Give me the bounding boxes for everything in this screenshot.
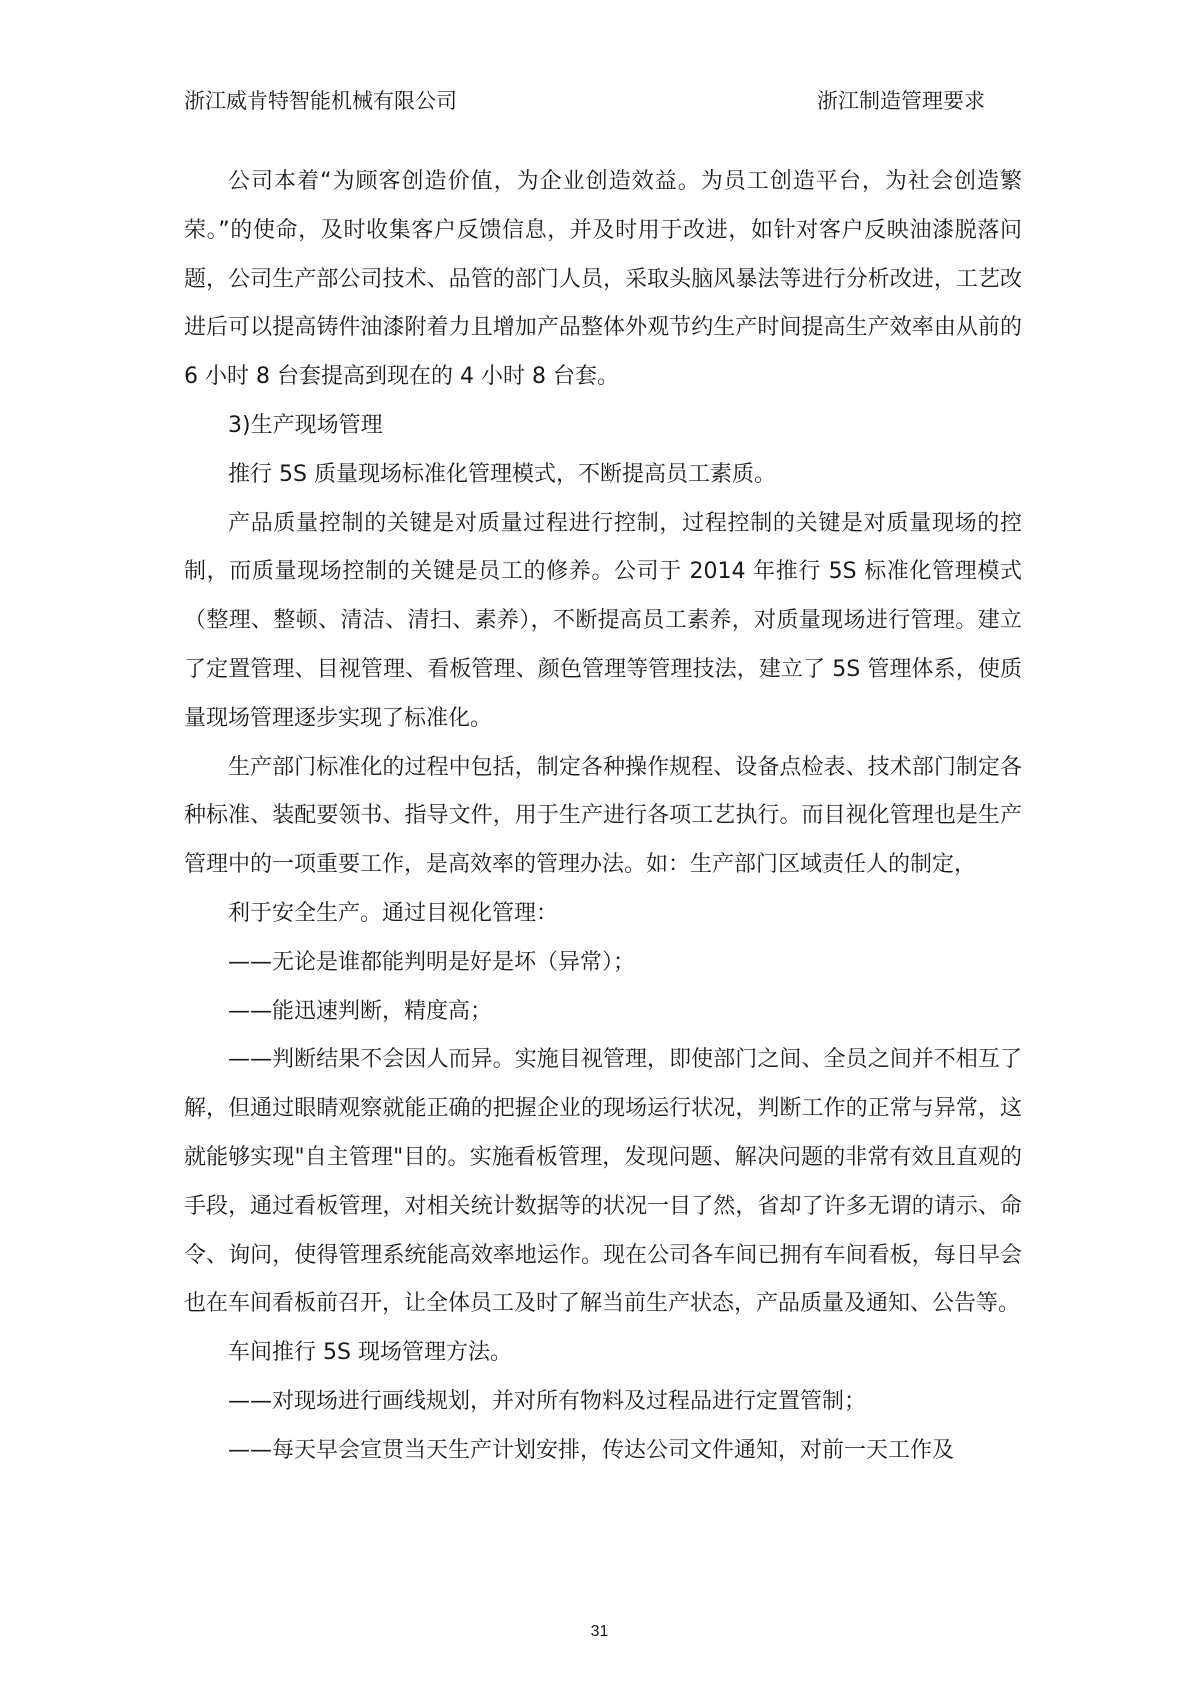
list-item-fast-judgment: ——能迅速判断，精度高； <box>228 998 493 1024</box>
document-title: 浙江制造管理要求 <box>817 89 985 113</box>
paragraph-quality-control: 产品质量控制的关键是对质量过程进行控制，过程控制的关键是对质量现场的控制，而质量现场控制的关键是员工的修养。公司于 2014 年推行 5S 标准化管理模式（整理、整顿、清洁、清扫、素养），不断提高员工素养，对质量现场进行管理。建立了定置管理、目视管理、看板管理、颜色管理等管理技法，建立了 5S 管理体系，使质量现场管理逐步实现了标准化。 <box>184 510 1022 731</box>
body-text <box>184 158 1022 1476</box>
list-item-morning-meeting: ——每天早会宣贯当天生产计划安排，传达公司文件通知，对前一天工作及 <box>228 1437 955 1463</box>
page-header <box>184 86 1019 116</box>
page-number: 31 <box>590 1623 609 1640</box>
list-item-site-marking: ——对现场进行画线规划，并对所有物料及过程品进行定置管制； <box>228 1388 867 1414</box>
list-item-anyone-can-judge: ——无论是谁都能判明是好是坏（异常）； <box>228 949 636 975</box>
section-heading-production-site-management: 3)生产现场管理 <box>228 412 383 438</box>
paragraph-mission-improvement: 公司本着“为顾客创造价值，为企业创造效益。为员工创造平台，为社会创造繁荣。”的使命，及时收集客户反馈信息，并及时用于改进，如针对客户反映油漆脱落问题，公司生产部公司技术、品管的部门人员，采取头脑风暴法等进行分析改进，工艺改进后可以提高铸件油漆附着力且增加产品整体外观节约生产时间提高生产效率由从前的 6 小时 8 台套提高到现在的 4 小时 8 台套。 <box>184 169 1022 390</box>
paragraph-visual-management-intro: 利于安全生产。通过目视化管理： <box>228 900 559 926</box>
list-item-consistent-results: ——判断结果不会因人而异。实施目视管理，即使部门之间、全员之间并不相互了解，但通过眼睛观察就能正确的把握企业的现场运行状况，判断工作的正常与异常，这就能够实现"自主管理"目的。实施看板管理，发现问题、解决问题的非常有效且直观的手段，通过看板管理，对相关统计数据等的状况一目了然，省却了许多无谓的请示、命令、询问，使得管理系统能高效率地运作。现在公司各车间已拥有车间看板，每日早会也在车间看板前召开，让全体员工及时了解当前生产状态，产品质量及通知、公告等。 <box>184 1047 1022 1317</box>
header-divider <box>184 118 1019 119</box>
company-name: 浙江威肯特智能机械有限公司 <box>184 89 457 113</box>
paragraph-standardization: 生产部门标准化的过程中包括，制定各种操作规程、设备点检表、技术部门制定各种标准、装配要领书、指导文件，用于生产进行各项工艺执行。而目视化管理也是生产管理中的一项重要工作，是高效率的管理办法。如：生产部门区域责任人的制定， <box>184 754 1022 878</box>
paragraph-workshop-5s: 车间推行 5S 现场管理方法。 <box>228 1340 512 1366</box>
paragraph-5s-promotion: 推行 5S 质量现场标准化管理模式，不断提高员工素质。 <box>228 461 776 487</box>
